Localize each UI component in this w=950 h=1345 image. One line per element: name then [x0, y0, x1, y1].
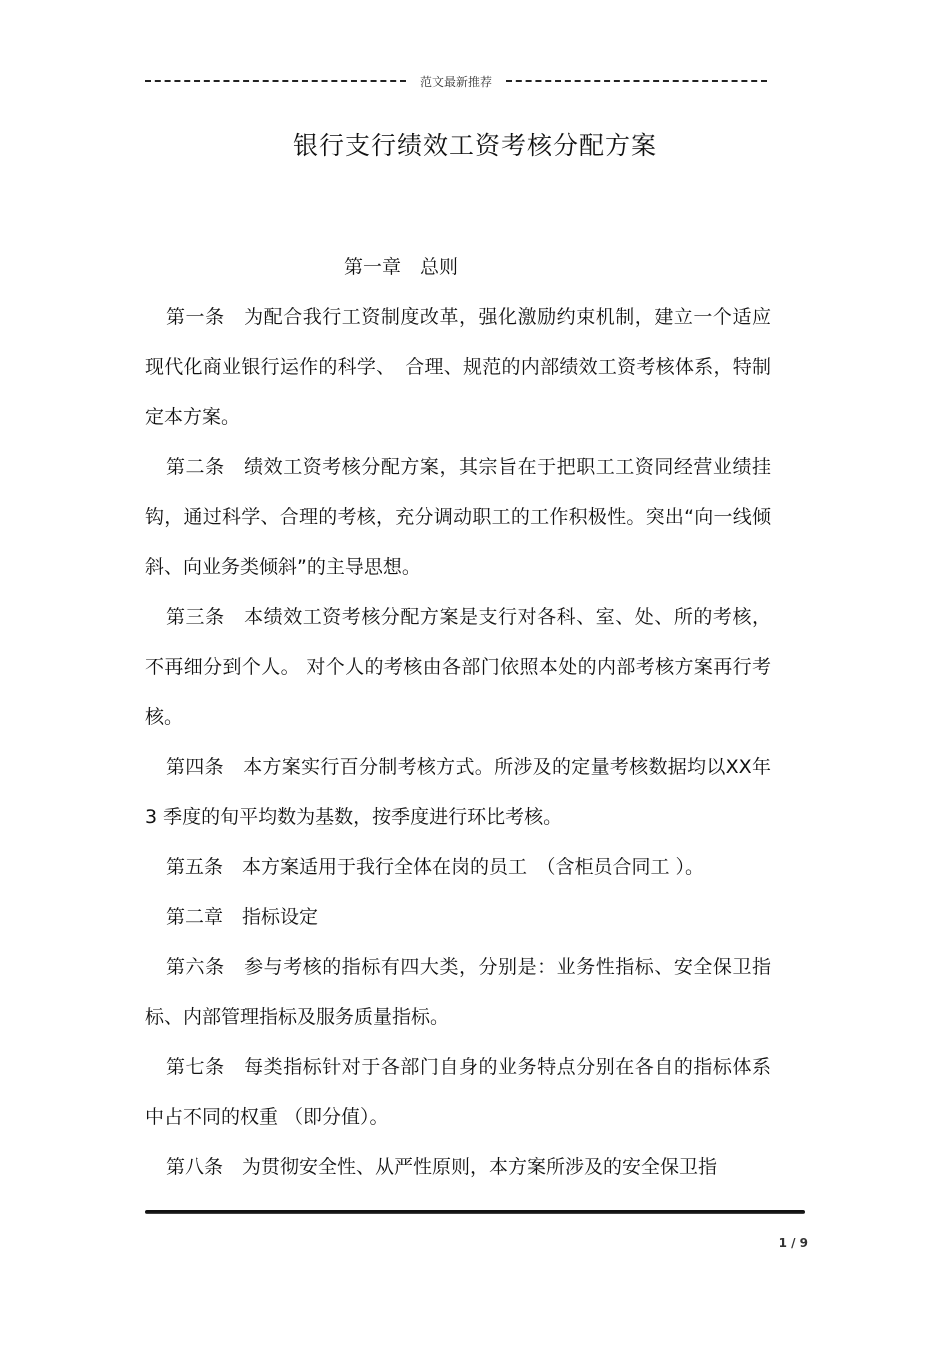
header-label: 范文最新推荐 [420, 74, 493, 89]
document-title: 银行支行绩效工资考核分配方案 [292, 131, 657, 160]
article-8: 第八条 为贯彻安全性、从严性原则，本方案所涉及的安全保卫指 [166, 1156, 718, 1178]
chapter-heading-2: 第二章 指标设定 [166, 906, 319, 928]
footer-rule [145, 1210, 805, 1214]
article-1: 第一条 为配合我行工资制度改革，强化激励约束机制，建立一个适应现代化商业银行运作的科学、 合理、规范的内部绩效工资考核体系，特制定本方案。 [145, 306, 771, 428]
article-7: 第七条 每类指标针对于各部门自身的业务特点分别在各自的指标体系中占不同的权重 （即分值）。 [145, 1056, 771, 1128]
header-dash-left [145, 80, 406, 82]
page-number: 1 / 9 [778, 1236, 808, 1250]
article-6: 第六条 参与考核的指标有四大类，分别是：业务性指标、安全保卫指标、内部管理指标及服务质量指标。 [145, 956, 771, 1028]
chapter-heading-1: 第一章 总则 [344, 256, 459, 278]
header-dash-right [506, 80, 767, 82]
article-2: 第二条 绩效工资考核分配方案，其宗旨在于把职工工资同经营业绩挂钩，通过科学、合理的考核，充分调动职工的工作积极性。突出“向一线倾斜、向业务类倾斜”的主导思想。 [145, 456, 771, 578]
article-3: 第三条 本绩效工资考核分配方案是支行对各科、室、处、所的考核，不再细分到个人。 对个人的考核由各部门依照本处的内部考核方案再行考核。 [145, 606, 771, 728]
page-header [145, 70, 767, 92]
article-4: 第四条 本方案实行百分制考核方式。所涉及的定量考核数据均以XX年 3 季度的旬平均数为基数，按季度进行环比考核。 [145, 756, 771, 828]
article-5: 第五条 本方案适用于我行全体在岗的员工 （含柜员合同工 ）。 [166, 856, 705, 878]
document-body [145, 242, 771, 1192]
